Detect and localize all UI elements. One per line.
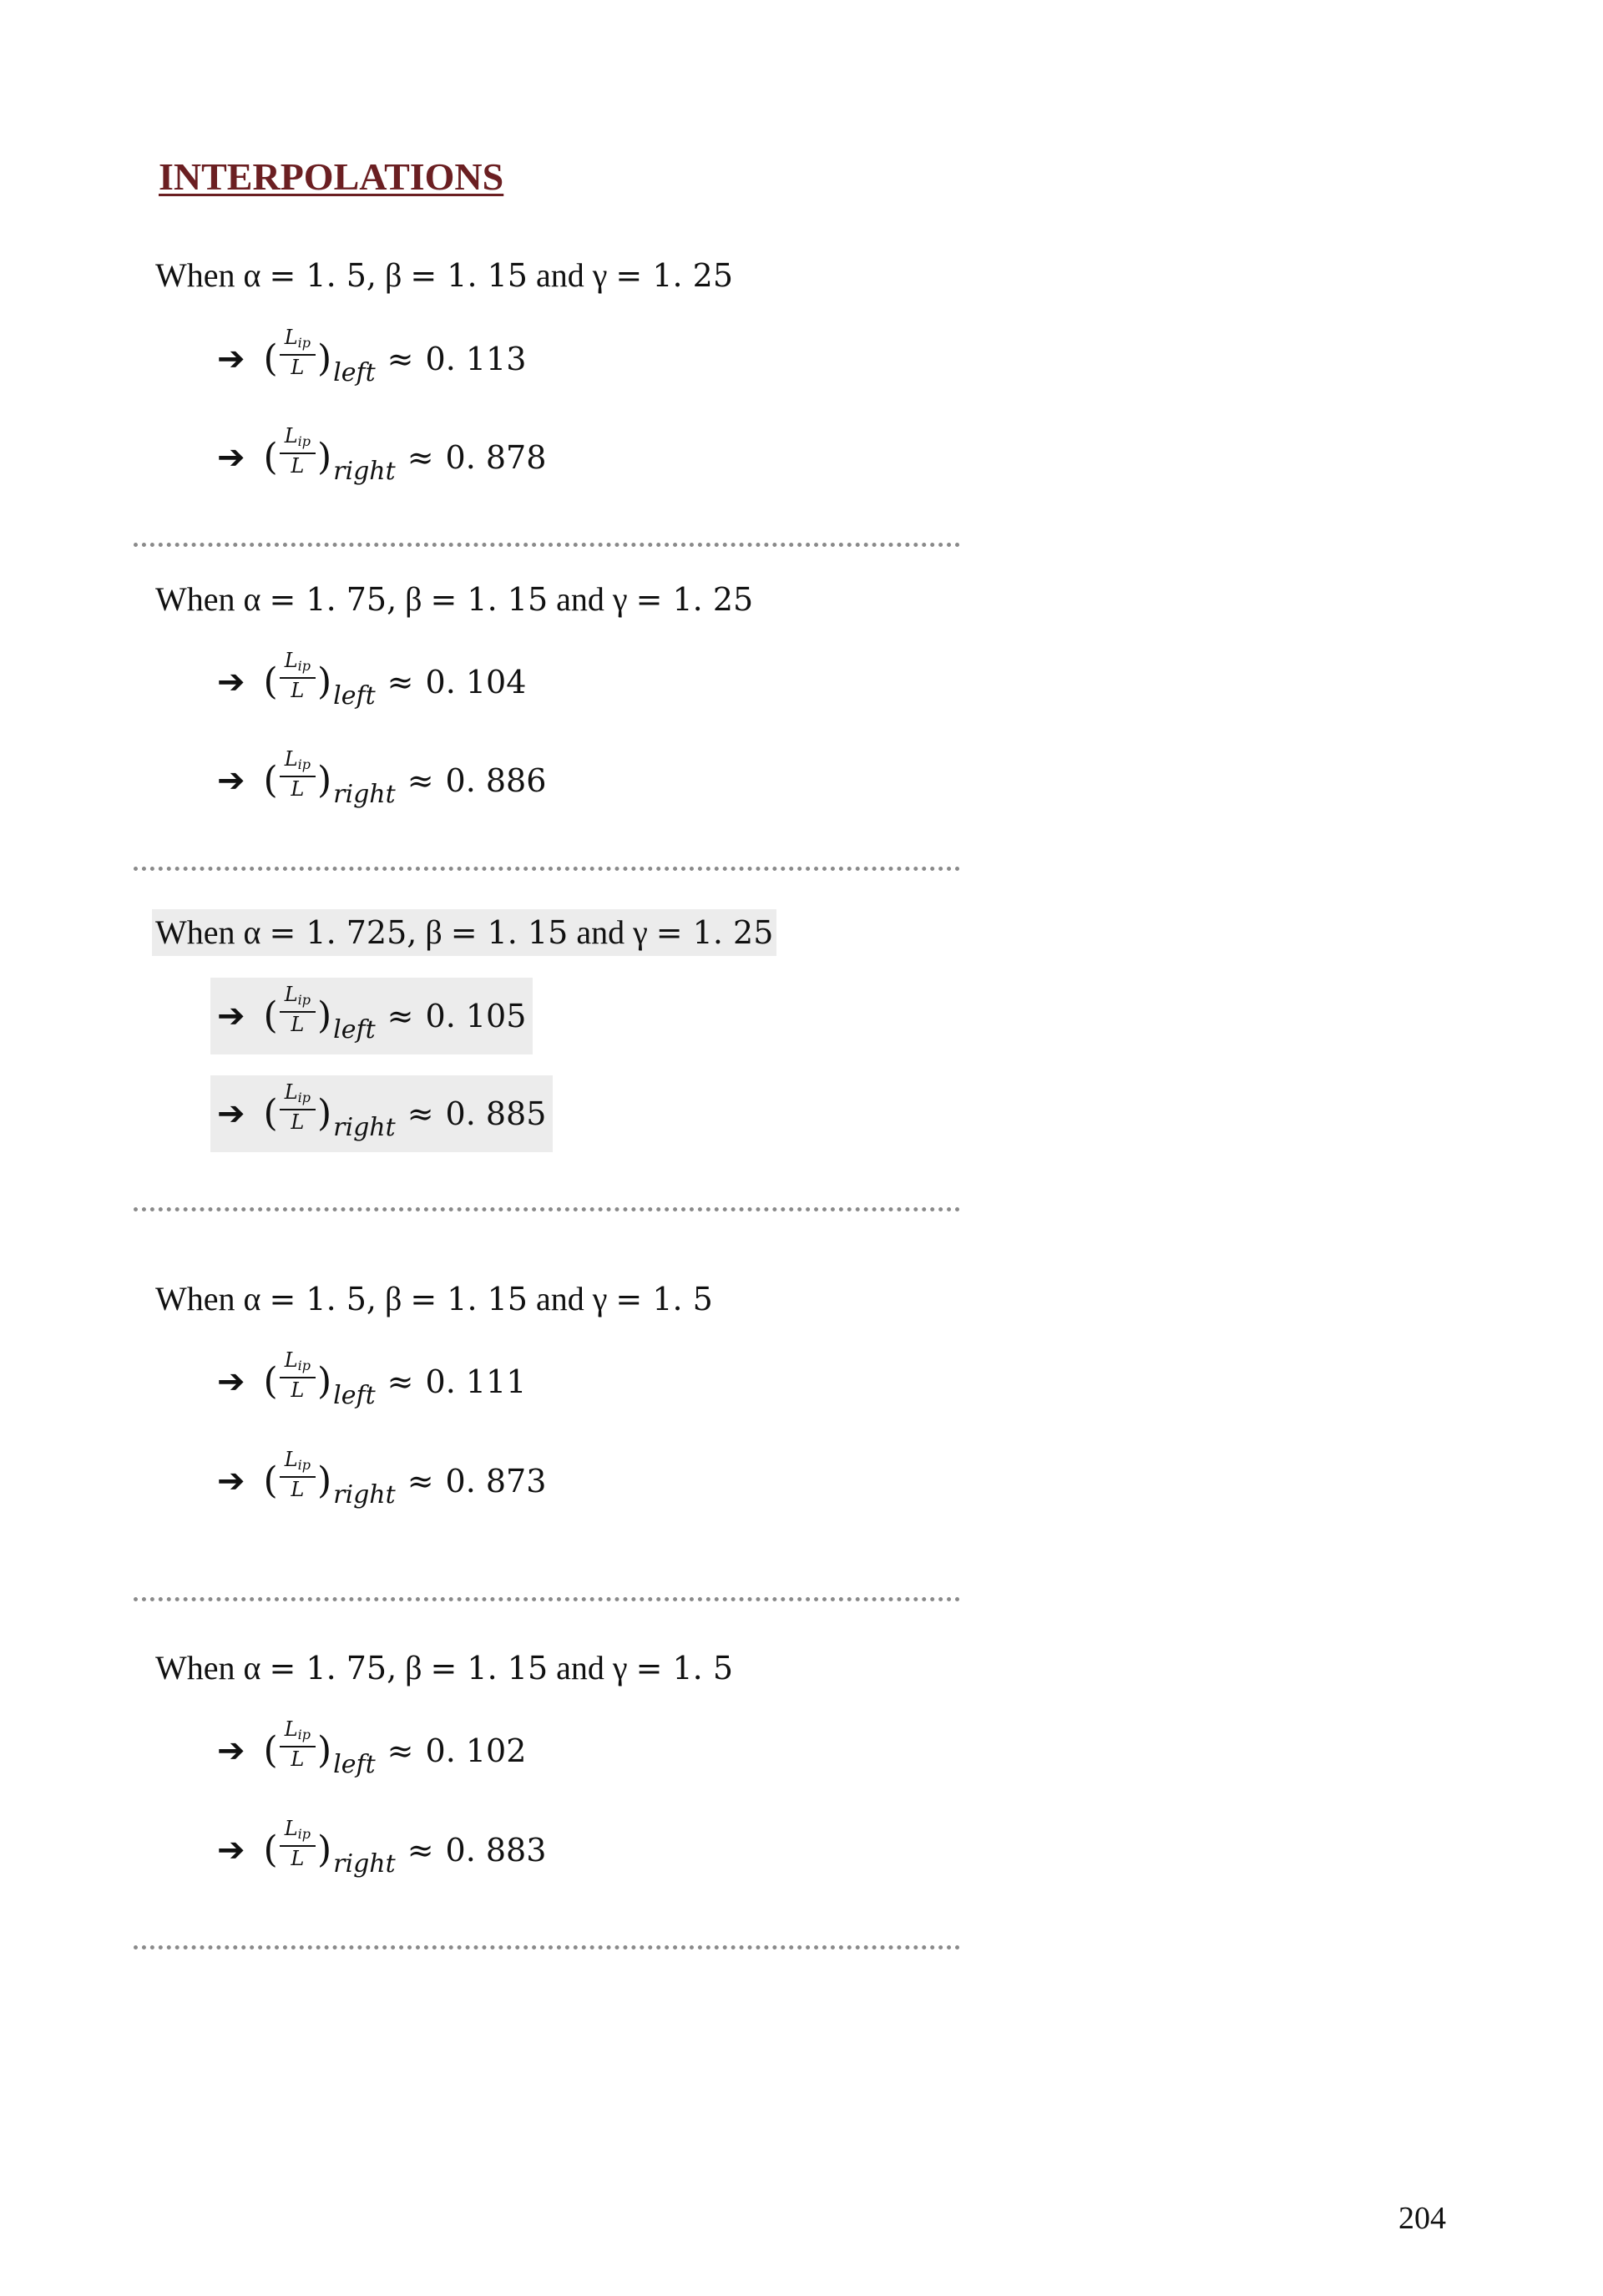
- arrow-icon: ➔: [217, 997, 245, 1035]
- result-value: 0. 873: [445, 1463, 547, 1499]
- arrow-icon: ➔: [217, 1462, 245, 1500]
- result-value: 0. 886: [445, 762, 547, 799]
- fraction-expression: ( $\frac{L_{ip}}{L}$ ) left: [263, 1717, 376, 1779]
- condition-line: When α = 1. 5, β = 1. 15 and γ = 1. 25: [155, 256, 734, 294]
- result-left: ➔ ( $\frac{L_{ip}}{L}$ ) left ≈ 0. 111: [217, 1348, 527, 1410]
- result-right: ➔ ( $\frac{L_{ip}}{L}$ ) right ≈ 0. 886: [217, 746, 547, 809]
- fraction-expression: ( $\frac{L_{ip}}{L}$ ) left: [263, 982, 376, 1044]
- arrow-icon: ➔: [217, 340, 245, 378]
- arrow-icon: ➔: [217, 761, 245, 800]
- dotted-divider: [134, 867, 960, 871]
- result-value: 0. 878: [445, 439, 547, 476]
- page-number: 204: [1398, 2201, 1446, 2236]
- result-value: 0. 885: [445, 1095, 547, 1132]
- result-right: ➔ ( $\frac{L_{ip}}{L}$ ) right ≈ 0. 885: [210, 1075, 553, 1152]
- condition-line: When α = 1. 75, β = 1. 15 and γ = 1. 5: [155, 1649, 734, 1687]
- arrow-icon: ➔: [217, 1095, 245, 1133]
- dotted-divider: [134, 543, 960, 547]
- fraction-expression: ( $\frac{L_{ip}}{L}$ ) right: [263, 1816, 396, 1879]
- result-value: 0. 113: [425, 341, 527, 377]
- page-heading: INTERPOLATIONS: [159, 155, 504, 198]
- result-value: 0. 105: [425, 998, 527, 1034]
- condition-line: When α = 1. 5, β = 1. 15 and γ = 1. 5: [155, 1280, 713, 1317]
- dotted-divider: [134, 1207, 960, 1211]
- fraction-expression: ( $\frac{L_{ip}}{L}$ ) right: [263, 423, 396, 486]
- fraction-expression: ( $\frac{L_{ip}}{L}$ ) left: [263, 1348, 376, 1410]
- result-right: ➔ ( $\frac{L_{ip}}{L}$ ) right ≈ 0. 873: [217, 1447, 547, 1510]
- arrow-icon: ➔: [217, 1363, 245, 1401]
- fraction-expression: ( $\frac{L_{ip}}{L}$ ) right: [263, 746, 396, 809]
- result-left: ➔ ( $\frac{L_{ip}}{L}$ ) left ≈ 0. 102: [217, 1717, 527, 1779]
- fraction-expression: ( $\frac{L_{ip}}{L}$ ) right: [263, 1447, 396, 1510]
- result-value: 0. 102: [425, 1732, 527, 1769]
- result-left: ➔ ( $\frac{L_{ip}}{L}$ ) left ≈ 0. 104: [217, 648, 527, 711]
- result-value: 0. 104: [425, 664, 527, 700]
- result-left: ➔ ( $\frac{L_{ip}}{L}$ ) left ≈ 0. 105: [210, 978, 533, 1054]
- dotted-divider: [134, 1945, 960, 1950]
- result-left: ➔ ( $\frac{L_{ip}}{L}$ ) left ≈ 0. 113: [217, 325, 527, 387]
- result-right: ➔ ( $\frac{L_{ip}}{L}$ ) right ≈ 0. 878: [217, 423, 547, 486]
- fraction-expression: ( $\frac{L_{ip}}{L}$ ) left: [263, 325, 376, 387]
- fraction-expression: ( $\frac{L_{ip}}{L}$ ) left: [263, 648, 376, 711]
- arrow-icon: ➔: [217, 1732, 245, 1770]
- condition-line: When α = 1. 75, β = 1. 15 and γ = 1. 25: [155, 580, 754, 618]
- result-right: ➔ ( $\frac{L_{ip}}{L}$ ) right ≈ 0. 883: [217, 1816, 547, 1879]
- result-value: 0. 883: [445, 1832, 547, 1869]
- condition-line: When α = 1. 725, β = 1. 15 and γ = 1. 25: [152, 909, 776, 956]
- dotted-divider: [134, 1597, 960, 1601]
- arrow-icon: ➔: [217, 1831, 245, 1869]
- fraction-expression: ( $\frac{L_{ip}}{L}$ ) right: [263, 1080, 396, 1142]
- result-value: 0. 111: [425, 1363, 527, 1400]
- arrow-icon: ➔: [217, 438, 245, 477]
- arrow-icon: ➔: [217, 663, 245, 701]
